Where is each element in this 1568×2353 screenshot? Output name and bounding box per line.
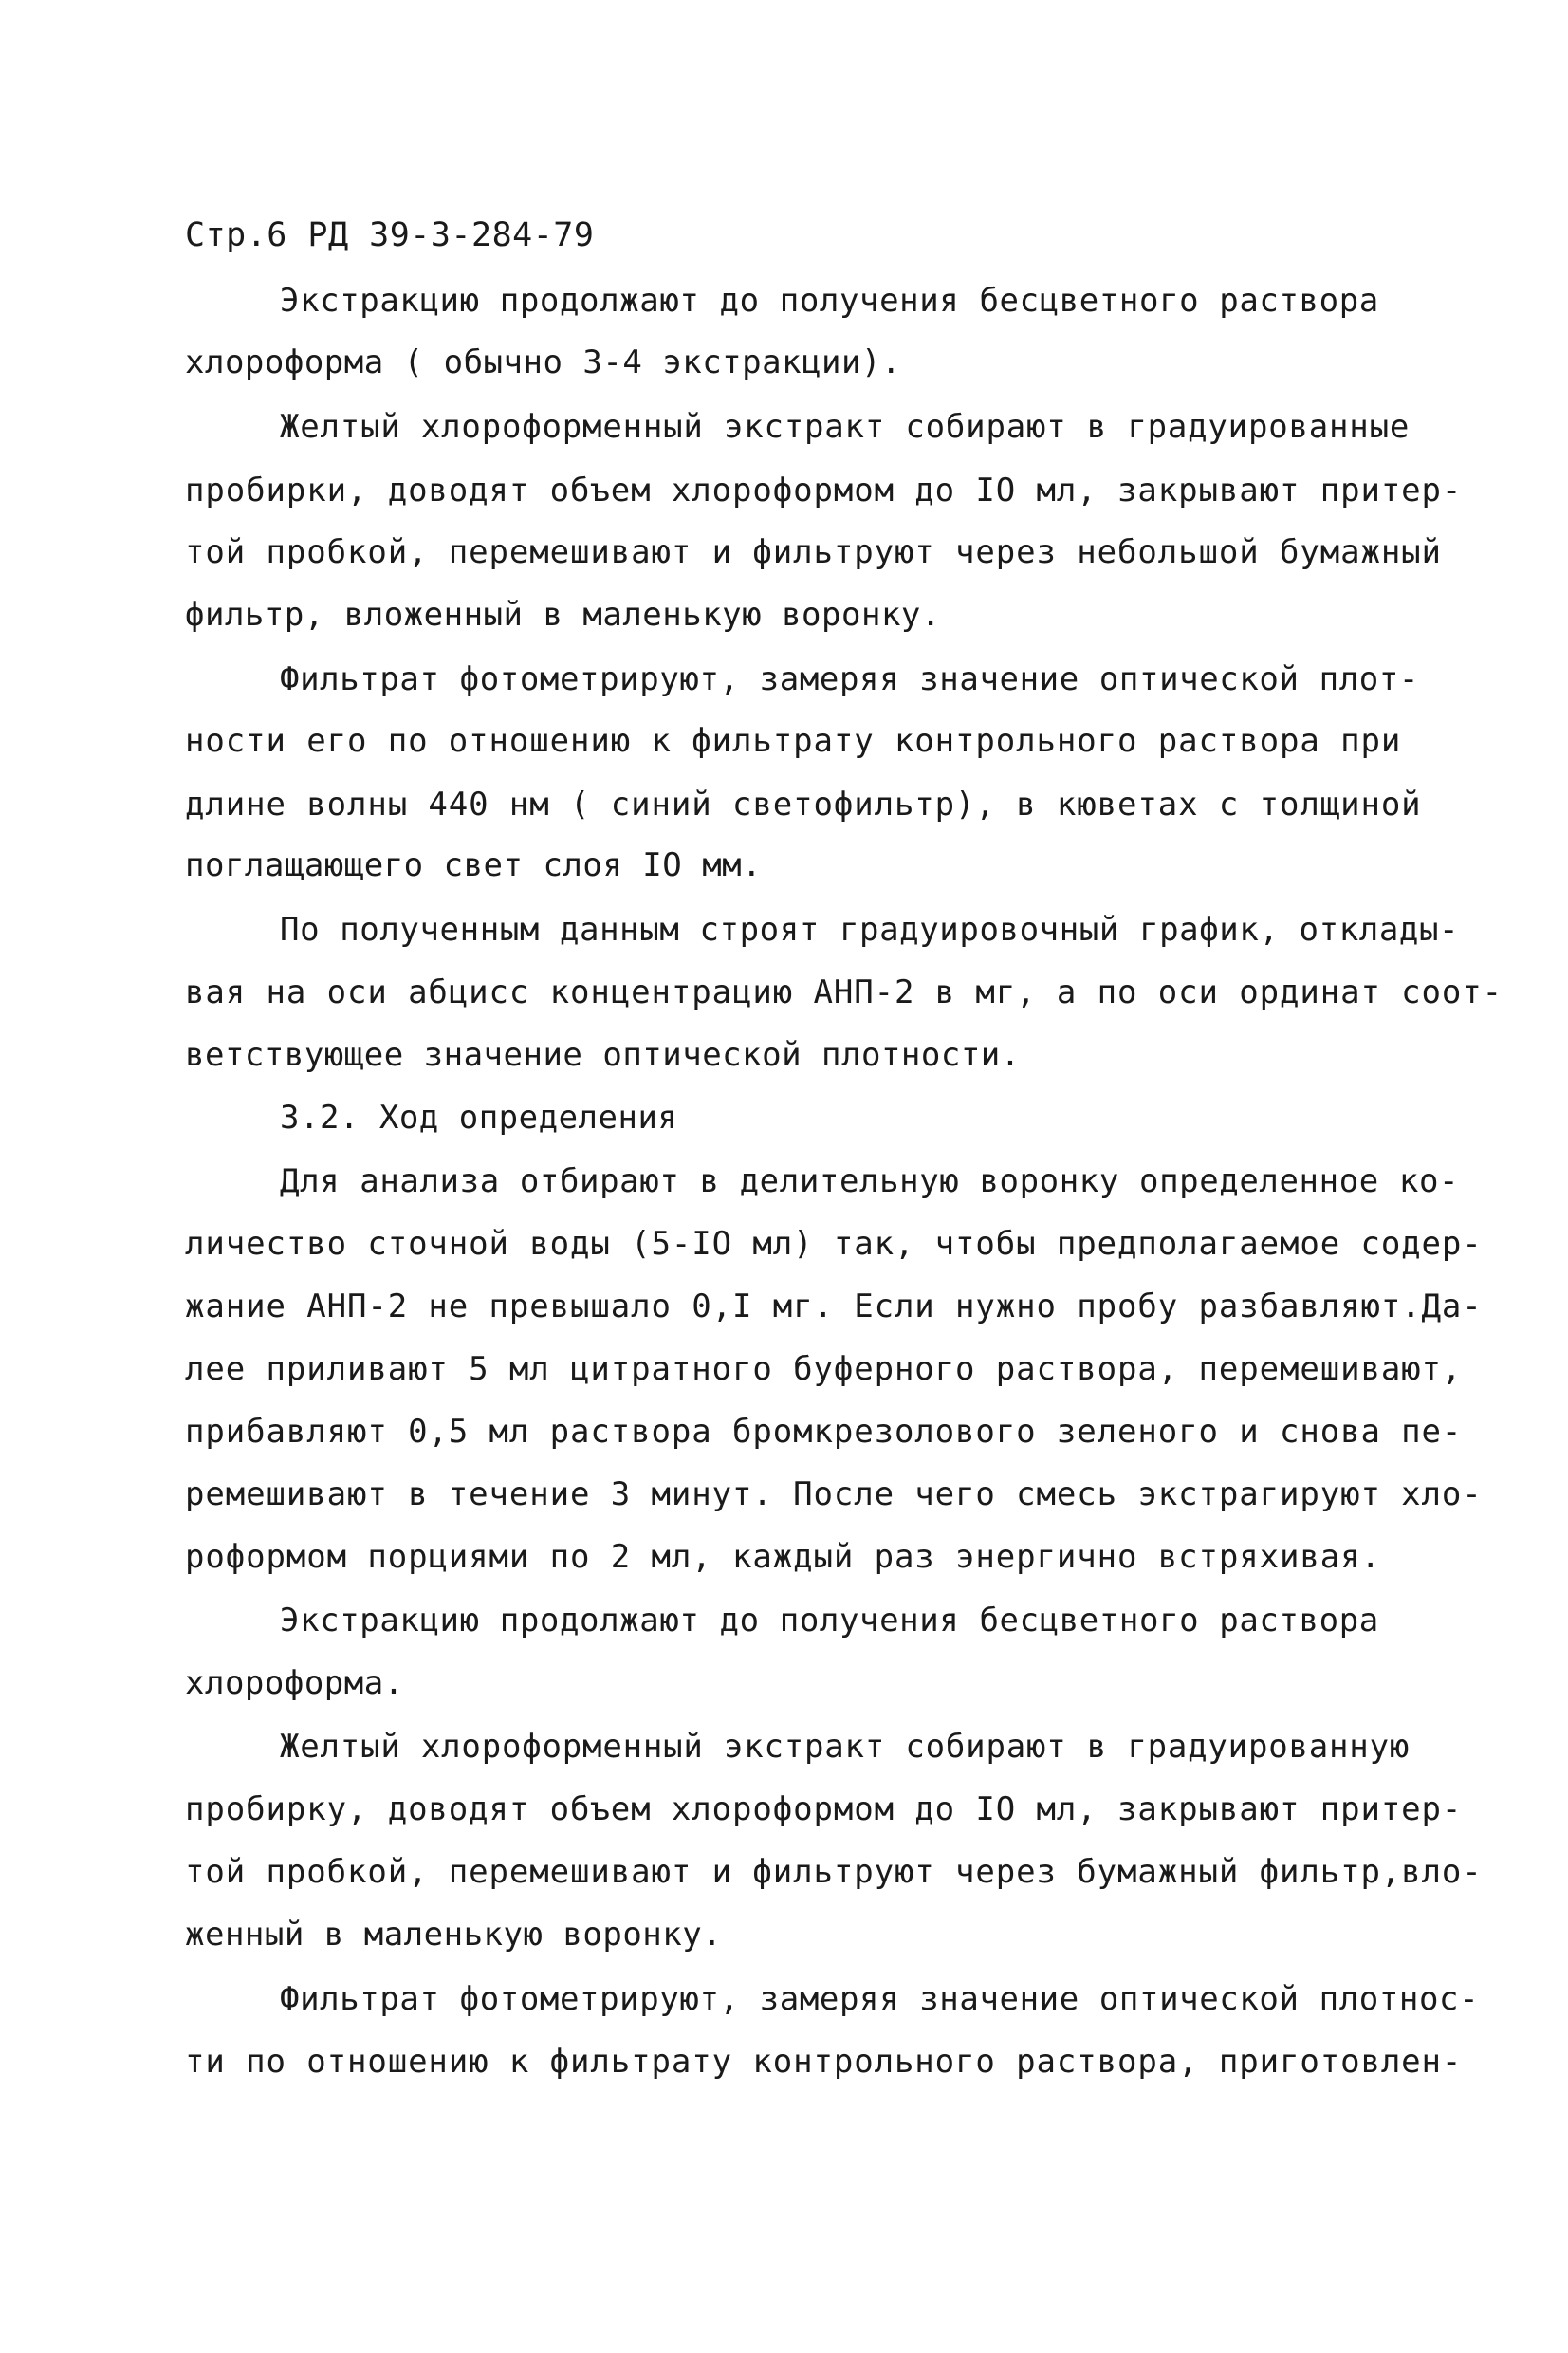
page-header: Стр.6 РД 39-3-284-79 <box>185 216 595 254</box>
text-line: Желтый хлороформенный экстракт собирают в градуированную <box>280 1728 1411 1766</box>
text-line: Экстракцию продолжают до получения бесцветного раствора <box>280 282 1379 320</box>
section-heading: 3.2. Ход определения <box>280 1099 678 1137</box>
text-line: ветствующее значение оптической плотности. <box>185 1036 1021 1074</box>
text-line: роформом порциями по 2 мл, каждый раз энергично встряхивая. <box>185 1538 1381 1576</box>
text-line: Желтый хлороформенный экстракт собирают в градуированные <box>280 408 1411 446</box>
text-line: Для анализа отбирают в делительную воронку определенное ко- <box>280 1162 1460 1200</box>
text-line: личество сточной воды (5-IO мл) так, чтобы предполагаемое содер- <box>185 1225 1483 1263</box>
text-line: той пробкой, перемешивают и фильтруют через небольшой бумажный <box>185 533 1442 571</box>
text-line: ти по отношению к фильтрату контрольного раствора, приготовлен- <box>185 2043 1463 2081</box>
text-line: поглащающего свет слоя IO мм. <box>185 846 763 884</box>
text-line: вая на оси абцисс концентрацию АНП-2 в мг, а по оси ординат соот- <box>185 973 1503 1011</box>
text-line: длине волны 440 нм ( синий светофильтр), в кюветах с толщиной <box>185 786 1422 824</box>
text-line: хлороформа. <box>185 1664 404 1702</box>
text-line: пробирки, доводят объем хлороформом до IO мл, закрывают притер- <box>185 472 1463 510</box>
text-line: Фильтрат фотометрируют, замеряя значение оптической плотнос- <box>280 1980 1480 2018</box>
text-line: жание АНП-2 не превышало 0,I мг. Если нужно пробу разбавляют.Да- <box>185 1288 1483 1325</box>
text-line: По полученным данным строят градуировочный график, отклады- <box>280 911 1460 949</box>
text-line: пробирку, доводят объем хлороформом до IO мл, закрывают притер- <box>185 1790 1463 1828</box>
text-line: той пробкой, перемешивают и фильтруют через бумажный фильтр,вло- <box>185 1853 1483 1891</box>
text-line: Экстракцию продолжают до получения бесцветного раствора <box>280 1602 1379 1640</box>
text-line: фильтр, вложенный в маленькую воронку. <box>185 596 941 634</box>
text-line: ремешивают в течение 3 минут. После чего смесь экстрагируют хло- <box>185 1475 1483 1513</box>
text-line: хлороформа ( обычно 3-4 экстракции). <box>185 343 901 381</box>
text-line: лее приливают 5 мл цитратного буферного раствора, перемешивают, <box>185 1350 1463 1388</box>
text-line: прибавляют 0,5 мл раствора бромкрезолового зеленого и снова пе- <box>185 1413 1463 1451</box>
text-line: Фильтрат фотометрируют, замеряя значение оптической плот- <box>280 660 1419 698</box>
text-line: ности его по отношению к фильтрату контрольного раствора при <box>185 722 1402 760</box>
text-line: женный в маленькую воронку. <box>185 1916 723 1954</box>
